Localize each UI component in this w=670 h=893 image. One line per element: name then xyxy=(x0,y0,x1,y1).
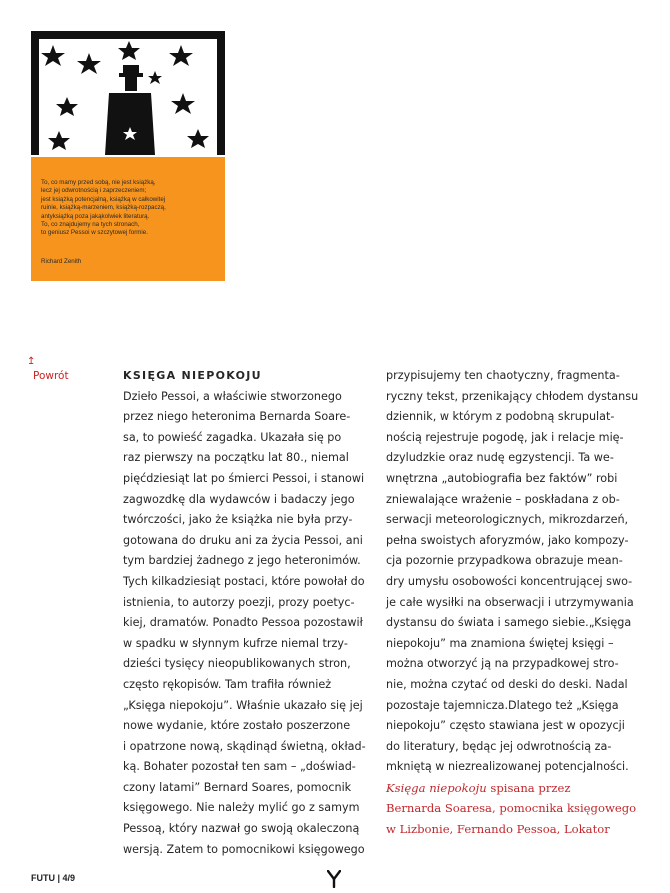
cover-quote xyxy=(41,179,221,238)
cover-illustration xyxy=(31,31,225,155)
quote-line: ruinie, książką-marzeniem, książką-rozpaczą, xyxy=(41,204,166,212)
text-line: i opatrzone nową, skądinąd świetną, okład- xyxy=(123,739,366,753)
article-title: KSIĘGA NIEPOKOJU xyxy=(123,369,262,382)
text-line: do literatury, będąc jej odwrotnością za- xyxy=(386,739,612,753)
quote-line: lecz jej odwrotnością i zaprzeczeniem; xyxy=(41,187,147,195)
credit-line-1 xyxy=(386,778,638,799)
text-line: serwacji meteorologicznych, mikrozdarzeń, xyxy=(386,513,629,527)
text-line: tym bardziej żadnego z jego heteronimów. xyxy=(123,554,361,568)
text-line: zagwozdkę dla wydawców i badaczy jego xyxy=(123,492,355,506)
quote-line: To, co znajdujemy na tych stronach, xyxy=(41,221,140,229)
text-line: dystansu do świata i samego siebie.„Księga xyxy=(386,616,632,630)
credit-line: w Lizbonie, Fernando Pessoa, Lokator xyxy=(386,822,610,837)
text-line: przypisujemy ten chaotyczny, fragmenta- xyxy=(386,369,620,382)
quote-line: jest książką potencjalną, książką w całkowitej xyxy=(41,195,166,203)
text-line: nie, można czytać od deski do deski. Nadal xyxy=(386,677,628,691)
text-line: gotowana do druku ani za życia Pessoi, ani xyxy=(123,533,363,547)
text-line: czony latami” Bernard Soares, pomocnik xyxy=(123,780,352,794)
text-line: można otworzyć ją na przypadkowej stro- xyxy=(386,657,619,671)
text-line: sa, to powieść zagadka. Ukazała się po xyxy=(123,430,342,444)
text-line: często rękopisów. Tam trafiła również xyxy=(123,677,332,691)
text-line: kiej, dramatów. Ponadto Pessoa pozostawił xyxy=(123,616,363,630)
article-body-2 xyxy=(386,366,638,778)
quote-line: To, co mamy przed sobą, nie jest książką, xyxy=(41,179,156,186)
credit-title: Księga niepokoju xyxy=(386,780,487,795)
up-arrow-icon: ↥ xyxy=(27,356,36,367)
y-logo-icon xyxy=(327,870,341,888)
text-line: wnętrzna „autobiografia bez faktów” robi xyxy=(386,471,618,485)
text-line: niepokoju” często stawiana jest w opozycji xyxy=(386,719,625,733)
text-line: księgowego. Nie należy mylić go z samym xyxy=(123,801,360,815)
text-line: Pessoą, który nazwał go swoją okaleczoną xyxy=(123,822,360,836)
cover-author: Richard Zenith xyxy=(41,258,82,265)
text-line: nością rejestruje pogodę, jak i relacje mię- xyxy=(386,430,624,444)
text-line: mkniętą w niezrealizowanej potencjalności. xyxy=(386,760,629,774)
text-line: ryczny tekst, przenikający chłodem dystansu xyxy=(386,389,639,403)
quote-line: to geniusz Pessoi w szczytowej formie. xyxy=(41,229,148,237)
text-line: pozostaje tajemnicza.Dlatego też „Księga xyxy=(386,698,619,712)
text-line: dzyludzkie oraz nudę egzystencji. Ta we- xyxy=(386,451,614,465)
text-line: twórczości, jako że książka nie była przy- xyxy=(123,513,353,527)
text-line: ką. Bohater pozostał ten sam – „doświad- xyxy=(123,760,356,774)
text-line: Dzieło Pessoi, a właściwie stworzonego xyxy=(123,389,342,403)
text-line: Tych kilkadziesiąt postaci, które powołał do xyxy=(123,574,365,588)
text-line: dry umysłu osobowości koncentrującej swo- xyxy=(386,574,633,588)
page-footer: FUTU | 4/9 xyxy=(31,873,76,883)
cover-quote-panel xyxy=(31,157,225,281)
book-credit xyxy=(386,778,638,840)
text-line: istnienia, to autorzy poezji, prozy poetyc- xyxy=(123,595,355,609)
text-line: niepokoju” ma znamiona świętej księgi – xyxy=(386,636,614,650)
text-line: nowe wydanie, które zostało poszerzone xyxy=(123,719,351,733)
back-label: Powrót xyxy=(33,370,69,382)
text-line: zniewalające wrażenie – poskładana z ob- xyxy=(386,492,620,506)
text-line: dziennik, w którym z podobną skrupulat- xyxy=(386,410,615,424)
text-line: dzieści tysięcy nieopublikowanych stron, xyxy=(123,657,351,671)
article-body-1 xyxy=(123,387,366,861)
credit-rest: spisana przez xyxy=(486,780,571,795)
text-line: w spadku w słynnym kufrze niemal trzy- xyxy=(123,636,348,650)
text-line: wersją. Zatem to pomocnikowi księgowego xyxy=(123,842,365,856)
quote-line: antyksiążką poza jakąkolwiek literaturą. xyxy=(41,212,150,220)
text-line: pięćdziesiąt lat po śmierci Pessoi, i stanowi xyxy=(123,471,365,485)
text-line: przez niego heteronima Bernarda Soare- xyxy=(123,410,351,424)
text-line: raz pierwszy na początku lat 80., niemal xyxy=(123,451,349,465)
book-cover xyxy=(31,31,225,281)
text-line: je całe wysiłki na obserwacji i utrzymywania xyxy=(386,595,634,609)
text-line: „Księga niepokoju”. Właśnie ukazało się jej xyxy=(123,698,363,712)
credit-line: Bernarda Soaresa, pomocnika księgowego xyxy=(386,801,637,816)
text-line: cja pozornie przypadkowa obrazuje mean- xyxy=(386,554,623,568)
text-line: pełna swoistych aforyzmów, jako kompozy- xyxy=(386,533,629,547)
article-column-2 xyxy=(386,366,638,840)
article-column-1 xyxy=(123,366,366,860)
